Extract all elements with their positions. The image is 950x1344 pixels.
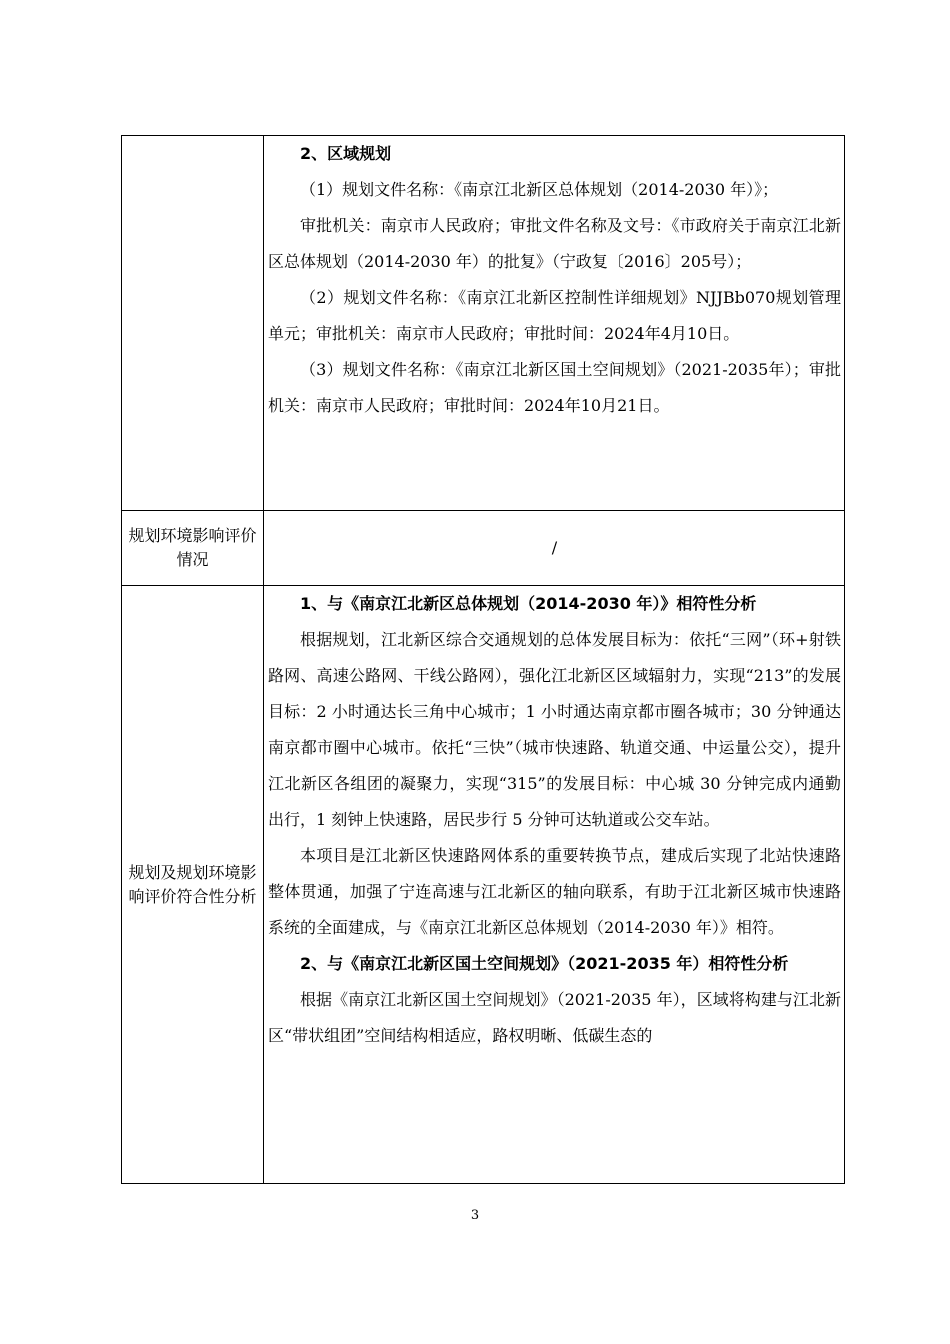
paragraph: 审批机关：南京市人民政府；审批文件名称及文号：《市政府关于南京江北新区总体规划（2014-2030 年）的批复》（宁政复〔2016〕205号）； [268, 216, 841, 271]
compliance-analysis-cell [264, 586, 845, 1184]
eia-value: / [551, 538, 558, 557]
content-table [121, 135, 845, 1184]
table-row-compliance [122, 586, 845, 1184]
paragraph: 根据规划，江北新区综合交通规划的总体发展目标为：依托“三网”（环+射铁路网、高速公路网、干线公路网），强化江北新区区域辐射力，实现“213”的发展目标：2 小时通达长三角中心城市；1 小时通达南京都市圈各城市；30 分钟通达南京都市圈中心城市。依托“三快”（城市快速路、轨道交通、中运量公交），提升江北新区各组团的凝聚力，实现“315”的发展目标：中心城 30 分钟完成内通勤出行，1 刻钟上快速路，居民步行 5 分钟可达轨道或公交车站。 [268, 630, 841, 829]
paragraph: （1）规划文件名称：《南京江北新区总体规划（2014-2030 年）》； [300, 180, 779, 199]
table-row-regional-planning [122, 136, 845, 511]
paragraph: 本项目是江北新区快速路网体系的重要转换节点，建成后实现了北站快速路整体贯通，加强了宁连高速与江北新区的轴向联系，有助于江北新区城市快速路系统的全面建成，与《南京江北新区总体规划（2014-2030 年）》相符。 [268, 846, 841, 937]
section-heading: 2、区域规划 [300, 144, 392, 163]
page-number: 3 [470, 1208, 480, 1223]
label-cell-empty [122, 136, 264, 511]
analysis-heading-1: 1、与《南京江北新区总体规划（2014-2030 年）》相符性分析 [300, 594, 757, 613]
compliance-label: 规划及规划环境影响评价符合性分析 [122, 586, 264, 1184]
paragraph: （2）规划文件名称：《南京江北新区控制性详细规划》NJJBb070规划管理单元；审批机关：南京市人民政府；审批时间：2024年4月10日。 [268, 288, 841, 343]
regional-planning-cell [264, 136, 845, 511]
paragraph: （3）规划文件名称：《南京江北新区国土空间规划》（2021-2035年）；审批机关：南京市人民政府；审批时间：2024年10月21日。 [268, 360, 841, 415]
paragraph: 根据《南京江北新区国土空间规划》（2021-2035 年），区域将构建与江北新区“带状组团”空间结构相适应，路权明晰、低碳生态的 [268, 990, 841, 1045]
table-row-eia [122, 511, 845, 586]
eia-label: 规划环境影响评价情况 [122, 511, 264, 586]
eia-value-cell [264, 511, 845, 586]
analysis-heading-2: 2、与《南京江北新区国土空间规划》（2021-2035 年）相符性分析 [300, 954, 789, 973]
